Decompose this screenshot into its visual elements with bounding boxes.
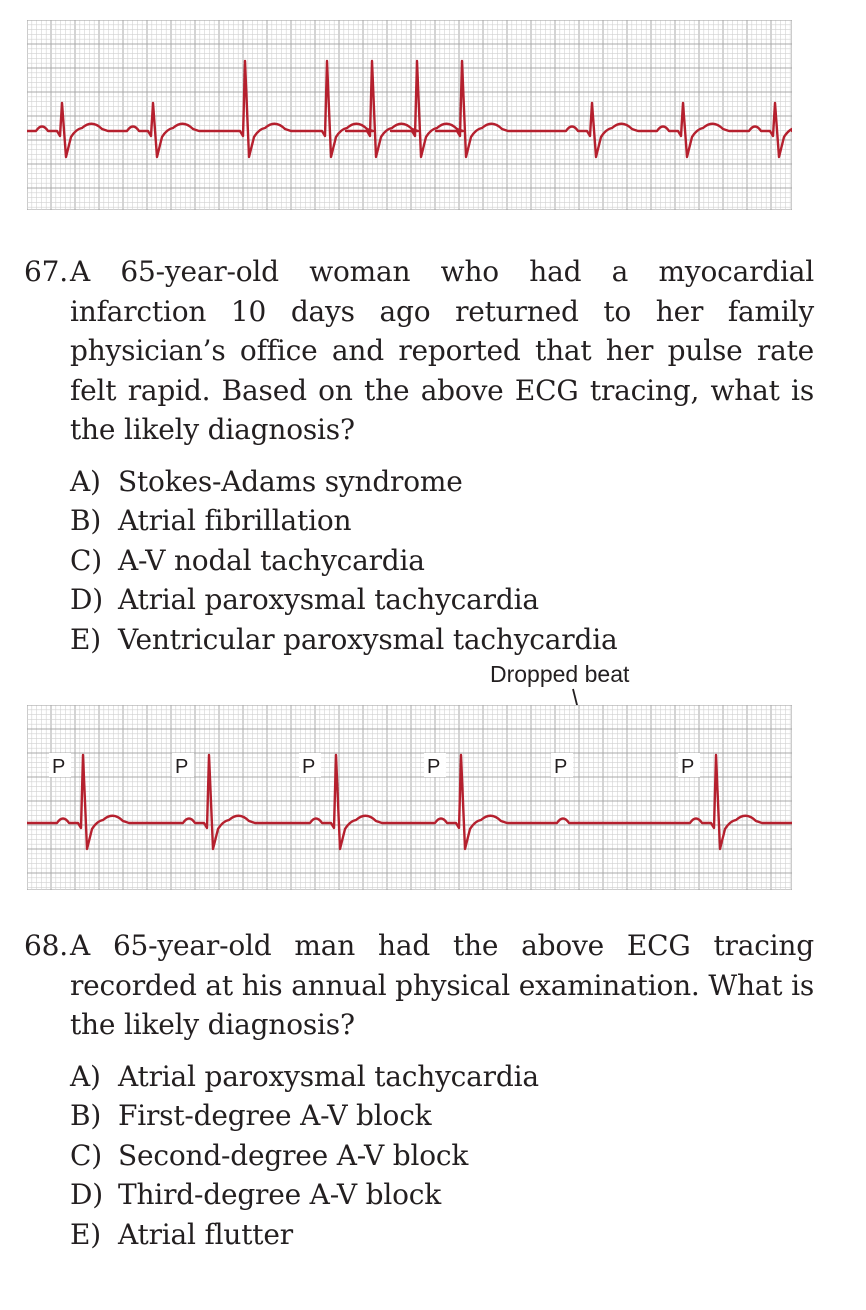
p-wave-label-5: P xyxy=(554,756,568,778)
answer-option-e[interactable] xyxy=(70,1215,814,1255)
answer-options xyxy=(70,462,814,660)
answer-option-d[interactable] xyxy=(70,580,814,620)
answer-option-b[interactable] xyxy=(70,501,814,541)
question-number: 68. xyxy=(24,929,68,962)
option-letter: A) xyxy=(70,464,101,498)
p-wave-label-1: P xyxy=(52,756,66,778)
option-letter: C) xyxy=(70,1138,102,1172)
answer-option-a[interactable] xyxy=(70,462,814,502)
ecg-tracing-1 xyxy=(27,20,792,210)
question-68 xyxy=(24,926,814,1254)
ecg-grid xyxy=(27,705,792,890)
option-letter: D) xyxy=(70,583,103,616)
question-67 xyxy=(24,252,814,659)
option-text: Atrial paroxysmal tachycardia xyxy=(118,583,539,616)
option-text: Third-degree A-V block xyxy=(118,1178,442,1211)
p-wave-label-3: P xyxy=(302,756,316,778)
answer-option-a[interactable] xyxy=(70,1057,814,1097)
option-text: Second-degree A-V block xyxy=(118,1138,469,1172)
option-text: Atrial fibrillation xyxy=(118,504,352,537)
option-letter: E) xyxy=(70,1217,101,1251)
p-wave-label-6: P xyxy=(681,756,695,778)
answer-options xyxy=(70,1057,814,1255)
option-text: First-degree A-V block xyxy=(118,1099,432,1132)
p-wave-label-4: P xyxy=(427,756,441,778)
question-stem xyxy=(24,252,814,450)
ecg-tracing-2 xyxy=(27,705,792,890)
ecg-grid xyxy=(27,20,792,210)
answer-option-e[interactable] xyxy=(70,620,814,660)
option-text: Stokes-Adams syndrome xyxy=(118,464,463,498)
question-stem xyxy=(24,926,814,1045)
answer-option-c[interactable] xyxy=(70,1136,814,1176)
question-number: 67. xyxy=(24,255,68,288)
option-letter: C) xyxy=(70,543,102,577)
option-text: Ventricular paroxysmal tachycardia xyxy=(118,622,618,656)
option-text: Atrial paroxysmal tachycardia xyxy=(118,1059,539,1093)
p-wave-label-2: P xyxy=(175,756,189,778)
option-letter: E) xyxy=(70,622,101,656)
answer-option-c[interactable] xyxy=(70,541,814,581)
option-letter: A) xyxy=(70,1059,101,1093)
option-text: A-V nodal tachycardia xyxy=(118,543,425,577)
option-letter: D) xyxy=(70,1178,103,1211)
question-text: A 65-year-old man had the above ECG tracing recorded at his annual physical examination. What is the likely diagnosis? xyxy=(70,929,814,1041)
answer-option-d[interactable] xyxy=(70,1175,814,1215)
option-letter: B) xyxy=(70,1099,102,1132)
dropped-beat-label: Dropped beat xyxy=(490,661,630,687)
option-letter: B) xyxy=(70,504,102,537)
option-text: Atrial flutter xyxy=(118,1217,293,1251)
answer-option-b[interactable] xyxy=(70,1096,814,1136)
question-text: A 65-year-old woman who had a myocardial infarction 10 days ago returned to her family physician’s office and reported that her pulse rate felt rapid. Based on the above ECG tracing, what is the likely diagnosis? xyxy=(70,255,814,446)
